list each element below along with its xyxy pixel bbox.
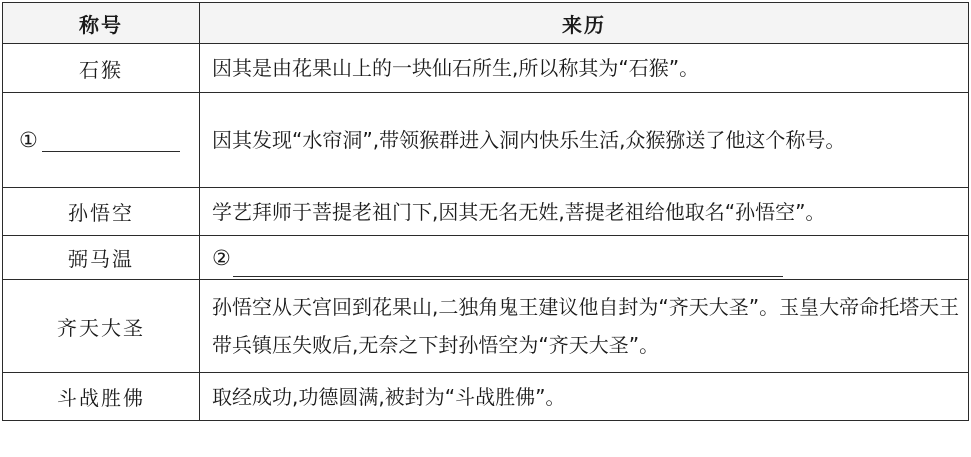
answer-line-2[interactable] — [233, 256, 783, 277]
table-row — [3, 236, 969, 280]
column-header-origin: 来历 — [200, 3, 969, 44]
origin-cell: 取经成功,功德圆满,被封为“斗战胜佛”。 — [200, 373, 969, 421]
blank-marker-2: ② — [212, 245, 231, 270]
table-header-row — [3, 3, 969, 44]
fill-in-blank-1[interactable] — [19, 128, 180, 152]
answer-line-1[interactable] — [42, 131, 180, 152]
title-cell-blank — [3, 93, 200, 188]
origin-cell: 因其是由花果山上的一块仙石所生,所以称其为“石猴”。 — [200, 44, 969, 93]
blank-marker-1: ① — [19, 128, 40, 152]
table-row — [3, 44, 969, 93]
table-row — [3, 280, 969, 373]
title-cell: 弼马温 — [3, 236, 200, 280]
title-cell: 斗战胜佛 — [3, 373, 200, 421]
table-row — [3, 373, 969, 421]
origin-cell-blank — [200, 236, 969, 280]
title-cell: 齐天大圣 — [3, 280, 200, 373]
title-cell: 孙悟空 — [3, 188, 200, 236]
origin-cell: 孙悟空从天宫回到花果山,二独角鬼王建议他自封为“齐天大圣”。玉皇大帝命托塔天王带兵镇压失败后,无奈之下封孙悟空为“齐天大圣”。 — [200, 280, 969, 373]
fill-in-blank-2[interactable] — [212, 239, 783, 277]
origin-cell: 学艺拜师于菩提老祖门下,因其无名无姓,菩提老祖给他取名“孙悟空”。 — [200, 188, 969, 236]
table-row — [3, 188, 969, 236]
origin-cell: 因其发现“水帘洞”,带领猴群进入洞内快乐生活,众猴猕送了他这个称号。 — [200, 93, 969, 188]
table-row — [3, 93, 969, 188]
column-header-title: 称号 — [3, 3, 200, 44]
title-origin-table — [2, 2, 969, 421]
title-cell: 石猴 — [3, 44, 200, 93]
